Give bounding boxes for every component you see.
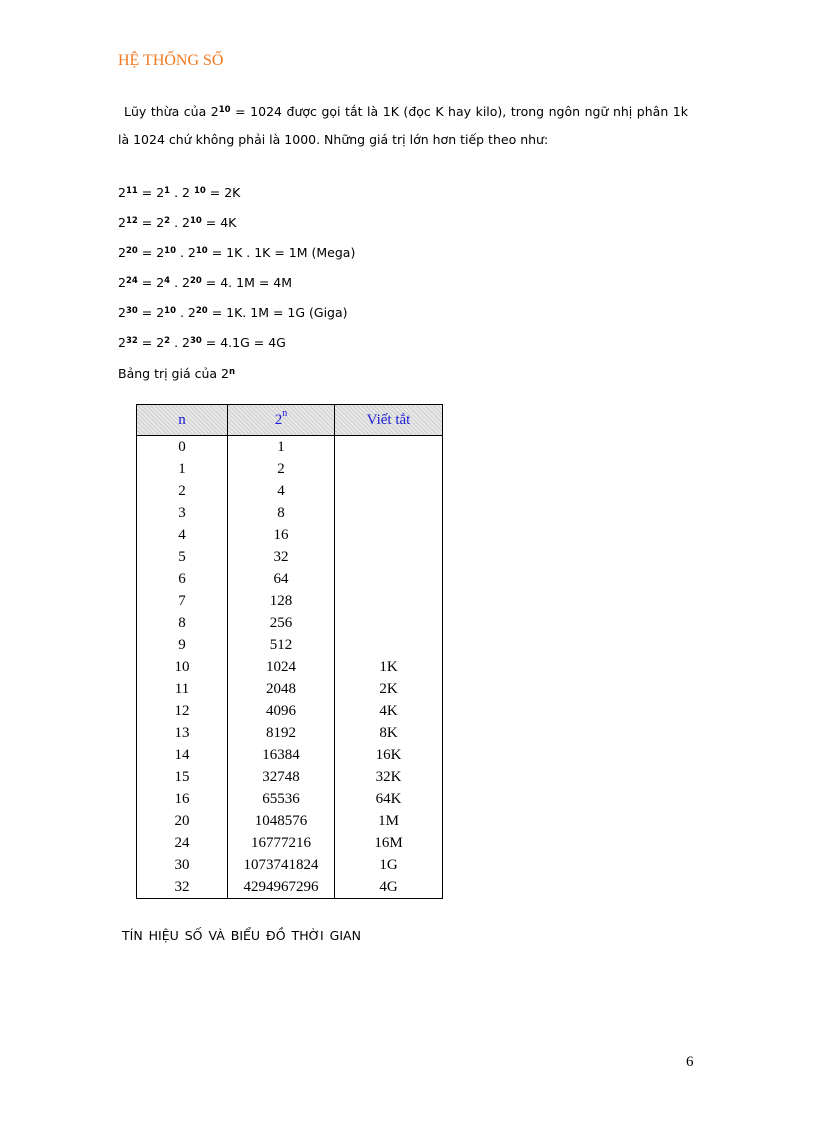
equation-text: 2 xyxy=(118,275,126,290)
cell-value: 16 xyxy=(228,524,335,546)
cell-abbreviation: 16M xyxy=(335,832,443,854)
equation-exponent: 10 xyxy=(193,186,206,196)
table-caption-exponent: n xyxy=(228,367,236,377)
header-power-base: 2 xyxy=(274,411,283,428)
cell-abbreviation: 1G xyxy=(335,854,443,876)
cell-value: 16777216 xyxy=(228,832,335,854)
table-row xyxy=(137,546,443,568)
equation-text: = 2 xyxy=(137,245,165,260)
equation-exponent: 20 xyxy=(189,276,202,286)
cell-n: 11 xyxy=(137,678,228,700)
cell-value: 1073741824 xyxy=(228,854,335,876)
table-caption xyxy=(118,366,235,381)
cell-abbreviation xyxy=(335,502,443,524)
cell-n: 8 xyxy=(137,612,228,634)
cell-value: 512 xyxy=(228,634,335,656)
cell-value: 65536 xyxy=(228,788,335,810)
cell-n: 2 xyxy=(137,480,228,502)
table-row xyxy=(137,480,443,502)
cell-n: 16 xyxy=(137,788,228,810)
cell-abbreviation xyxy=(335,458,443,480)
cell-value: 32748 xyxy=(228,766,335,788)
equation-text: . 2 xyxy=(170,335,190,350)
cell-abbreviation xyxy=(335,480,443,502)
cell-value: 128 xyxy=(228,590,335,612)
cell-abbreviation: 1K xyxy=(335,656,443,678)
cell-n: 12 xyxy=(137,700,228,722)
cell-value: 256 xyxy=(228,612,335,634)
cell-abbreviation xyxy=(335,612,443,634)
cell-value: 1 xyxy=(228,436,335,459)
table-row xyxy=(137,832,443,854)
table-row xyxy=(137,722,443,744)
equation-exponent: 20 xyxy=(195,306,208,316)
equation-text: . 2 xyxy=(170,275,190,290)
equation-text: 2 xyxy=(118,185,126,200)
equation-line xyxy=(118,275,292,290)
equation-exponent: 10 xyxy=(164,306,177,316)
cell-n: 3 xyxy=(137,502,228,524)
equation-line xyxy=(118,185,240,200)
cell-abbreviation xyxy=(335,634,443,656)
table-row xyxy=(137,612,443,634)
equation-text: = 1K . 1K = 1M (Mega) xyxy=(207,245,356,260)
equation-exponent: 1 xyxy=(164,186,171,196)
equation-line xyxy=(118,335,286,350)
table-row xyxy=(137,854,443,876)
cell-value: 1024 xyxy=(228,656,335,678)
cell-value: 4 xyxy=(228,480,335,502)
equation-text: = 4.1G = 4G xyxy=(201,335,286,350)
cell-value: 2048 xyxy=(228,678,335,700)
equation-exponent: 30 xyxy=(189,336,202,346)
cell-abbreviation: 64K xyxy=(335,788,443,810)
table-row xyxy=(137,700,443,722)
cell-n: 14 xyxy=(137,744,228,766)
equation-text: = 2 xyxy=(137,335,165,350)
intro-exponent: 10 xyxy=(218,105,231,115)
table-caption-text: Bảng trị giá của 2 xyxy=(118,366,229,381)
cell-abbreviation xyxy=(335,524,443,546)
equation-text: = 2 xyxy=(137,185,165,200)
cell-value: 4294967296 xyxy=(228,876,335,899)
cell-n: 32 xyxy=(137,876,228,899)
table-row xyxy=(137,656,443,678)
equation-text: 2 xyxy=(118,305,126,320)
cell-n: 5 xyxy=(137,546,228,568)
header-power xyxy=(228,405,335,436)
equation-line xyxy=(118,305,348,320)
cell-abbreviation: 32K xyxy=(335,766,443,788)
table-row xyxy=(137,568,443,590)
equation-text: = 1K. 1M = 1G (Giga) xyxy=(207,305,348,320)
cell-abbreviation: 8K xyxy=(335,722,443,744)
equation-text: = 2 xyxy=(137,275,165,290)
table-row xyxy=(137,810,443,832)
equation-exponent: 12 xyxy=(125,216,138,226)
table-header-row xyxy=(137,405,443,436)
header-n: n xyxy=(137,405,228,436)
equation-exponent: 10 xyxy=(164,246,177,256)
cell-abbreviation xyxy=(335,436,443,459)
cell-abbreviation xyxy=(335,568,443,590)
section-header: HỆ THỐNG SỐ xyxy=(118,52,224,69)
equation-text: . 2 xyxy=(170,215,190,230)
cell-n: 10 xyxy=(137,656,228,678)
equation-exponent: 32 xyxy=(125,336,138,346)
cell-value: 1048576 xyxy=(228,810,335,832)
cell-n: 4 xyxy=(137,524,228,546)
cell-n: 9 xyxy=(137,634,228,656)
cell-n: 30 xyxy=(137,854,228,876)
next-section-title: TÍN HIỆU SỐ VÀ BIỂU ĐỒ THỜI GIAN xyxy=(122,928,361,943)
header-abbreviation: Viết tắt xyxy=(335,405,443,436)
cell-n: 24 xyxy=(137,832,228,854)
cell-abbreviation xyxy=(335,546,443,568)
cell-n: 0 xyxy=(137,436,228,459)
table-row xyxy=(137,766,443,788)
table-row xyxy=(137,436,443,459)
equation-text: = 2 xyxy=(137,215,165,230)
table-row xyxy=(137,590,443,612)
table-row xyxy=(137,458,443,480)
intro-text-start: Lũy thừa của 2 xyxy=(124,104,219,119)
table-row xyxy=(137,502,443,524)
cell-n: 20 xyxy=(137,810,228,832)
powers-of-two-table xyxy=(136,404,443,899)
table-row xyxy=(137,678,443,700)
intro-paragraph xyxy=(118,98,688,153)
cell-value: 16384 xyxy=(228,744,335,766)
intro-text-rest: = 1024 được gọi tắt là 1K (đọc K hay kilo), trong ngôn ngữ nhị phân 1k là 1024 chứ không phải là 1000. Những giá trị lớn hơn tiếp theo như: xyxy=(118,104,688,147)
equation-exponent: 10 xyxy=(195,246,208,256)
cell-value: 2 xyxy=(228,458,335,480)
table-row xyxy=(137,744,443,766)
equation-line xyxy=(118,245,355,260)
cell-value: 8192 xyxy=(228,722,335,744)
cell-abbreviation: 4G xyxy=(335,876,443,899)
cell-value: 4096 xyxy=(228,700,335,722)
cell-abbreviation: 2K xyxy=(335,678,443,700)
cell-value: 8 xyxy=(228,502,335,524)
cell-abbreviation xyxy=(335,590,443,612)
cell-abbreviation: 4K xyxy=(335,700,443,722)
cell-n: 15 xyxy=(137,766,228,788)
cell-abbreviation: 1M xyxy=(335,810,443,832)
equation-text: = 4. 1M = 4M xyxy=(201,275,293,290)
equation-exponent: 2 xyxy=(164,216,171,226)
cell-value: 32 xyxy=(228,546,335,568)
equation-text: . 2 xyxy=(170,185,194,200)
table-row xyxy=(137,524,443,546)
equation-text: = 4K xyxy=(201,215,237,230)
equation-exponent: 30 xyxy=(125,306,138,316)
cell-abbreviation: 16K xyxy=(335,744,443,766)
equation-exponent: 24 xyxy=(125,276,138,286)
equation-text: 2 xyxy=(118,245,126,260)
table-body xyxy=(137,436,443,899)
equation-line xyxy=(118,215,236,230)
cell-n: 7 xyxy=(137,590,228,612)
equation-exponent: 4 xyxy=(164,276,171,286)
cell-n: 6 xyxy=(137,568,228,590)
table-row xyxy=(137,876,443,899)
equation-exponent: 11 xyxy=(125,186,138,196)
equation-text: = 2K xyxy=(205,185,241,200)
cell-value: 64 xyxy=(228,568,335,590)
equation-exponent: 20 xyxy=(125,246,138,256)
table-row xyxy=(137,788,443,810)
equation-text: 2 xyxy=(118,215,126,230)
cell-n: 1 xyxy=(137,458,228,480)
equation-text: . 2 xyxy=(176,305,196,320)
equation-exponent: 10 xyxy=(189,216,202,226)
header-power-exponent: n xyxy=(282,407,288,419)
cell-n: 13 xyxy=(137,722,228,744)
equation-text: . 2 xyxy=(176,245,196,260)
equation-text: = 2 xyxy=(137,305,165,320)
table-row xyxy=(137,634,443,656)
equation-exponent: 2 xyxy=(164,336,171,346)
equation-text: 2 xyxy=(118,335,126,350)
page-number: 6 xyxy=(686,1054,694,1070)
